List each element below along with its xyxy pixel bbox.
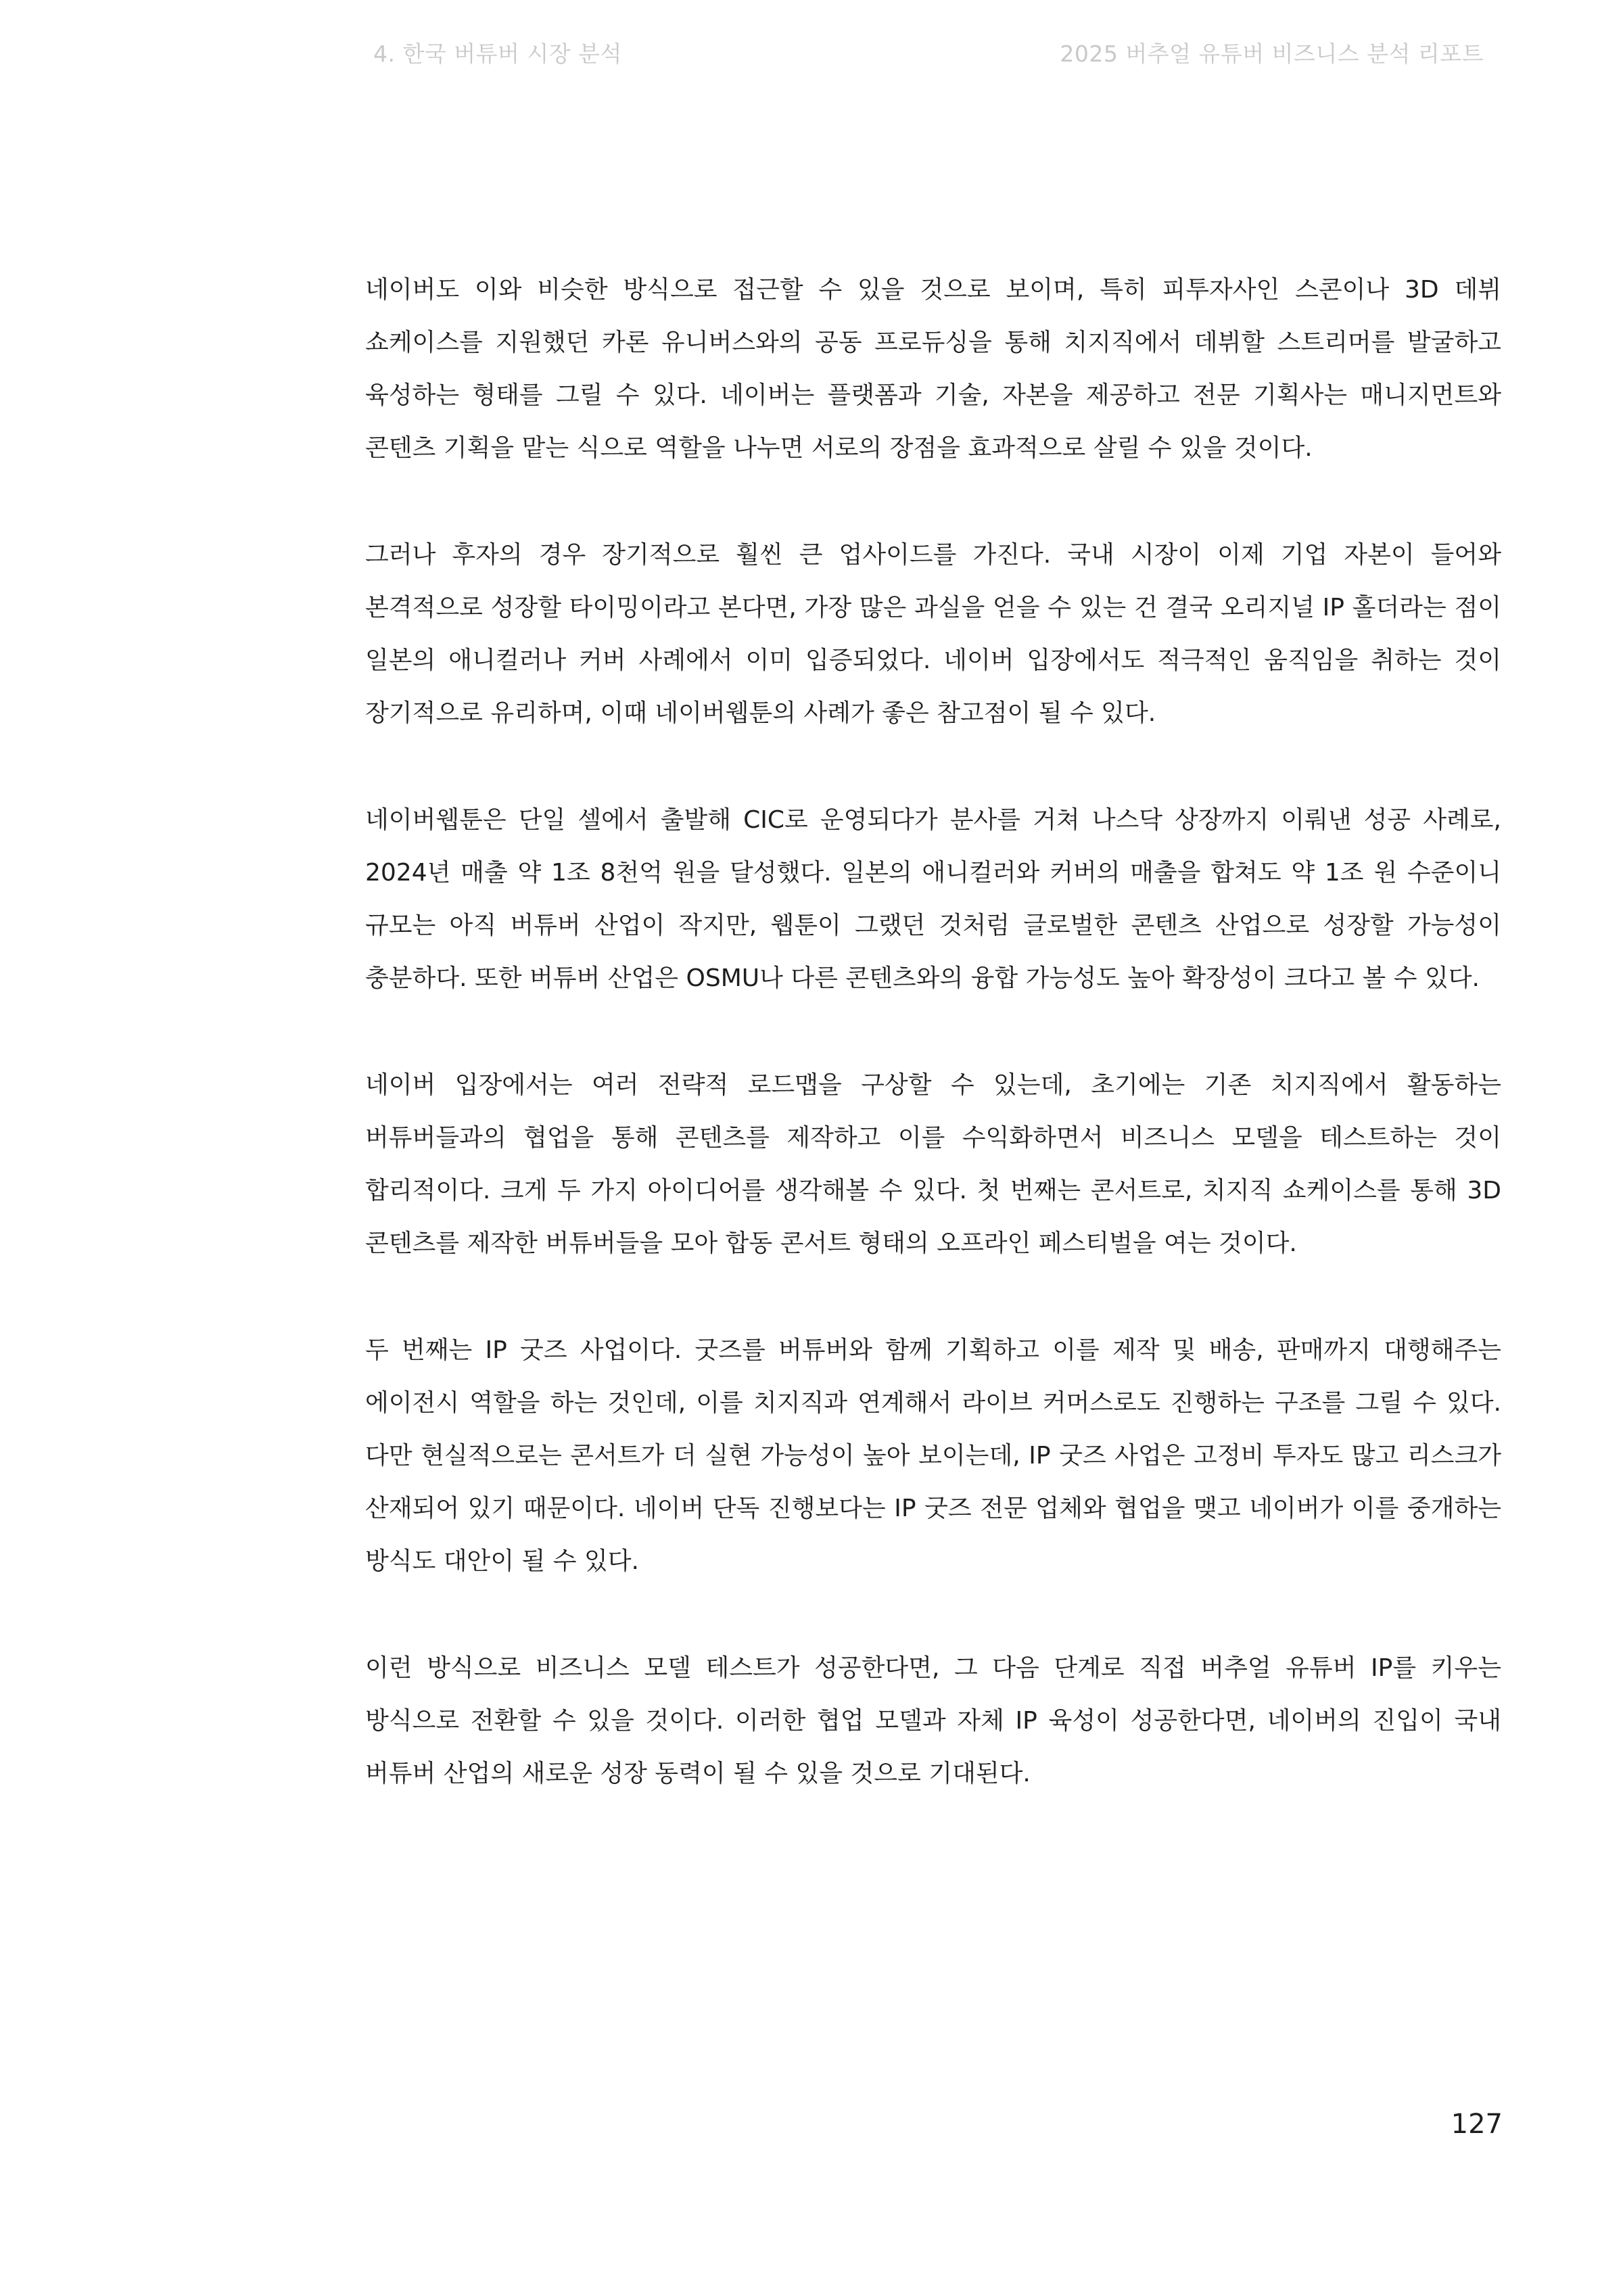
paragraph: 네이버도 이와 비슷한 방식으로 접근할 수 있을 것으로 보이며, 특히 피투자사인 스콘이나 3D 데뷔 쇼케이스를 지원했던 카론 유니버스와의 공동 프로듀싱을 통해 치지직에서 데뷔할 스트리머를 발굴하고 육성하는 형태를 그릴 수 있다. 네이버는 플랫폼과 기술, 자본을 제공하고 전문 기획사는 매니지먼트와 콘텐츠 기획을 맡는 식으로 역할을 나누면 서로의 장점을 효과적으로 살릴 수 있을 것이다. (365, 276, 1501, 462)
paragraph: 그러나 후자의 경우 장기적으로 훨씬 큰 업사이드를 가진다. 국내 시장이 이제 기업 자본이 들어와 본격적으로 성장할 타이밍이라고 본다면, 가장 많은 과실을 얻을 수 있는 건 결국 오리지널 IP 홀더라는 점이 일본의 애니컬러나 커버 사례에서 이미 입증되었다. 네이버 입장에서도 적극적인 움직임을 취하는 것이 장기적으로 유리하며, 이때 네이버웹툰의 사례가 좋은 참고점이 될 수 있다. (365, 541, 1501, 727)
paragraph: 네이버 입장에서는 여러 전략적 로드맵을 구상할 수 있는데, 초기에는 기존 치지직에서 활동하는 버튜버들과의 협업을 통해 콘텐츠를 제작하고 이를 수익화하면서 비즈니스 모델을 테스트하는 것이 합리적이다. 크게 두 가지 아이디어를 생각해볼 수 있다. 첫 번째는 콘서트로, 치지직 쇼케이스를 통해 3D 콘텐츠를 제작한 버튜버들을 모아 합동 콘서트 형태의 오프라인 페스티벌을 여는 것이다. (365, 1071, 1501, 1257)
paragraph: 두 번째는 IP 굿즈 사업이다. 굿즈를 버튜버와 함께 기획하고 이를 제작 및 배송, 판매까지 대행해주는 에이전시 역할을 하는 것인데, 이를 치지직과 연계해서 라이브 커머스로도 진행하는 구조를 그릴 수 있다. 다만 현실적으로는 콘서트가 더 실현 가능성이 높아 보이는데, IP 굿즈 사업은 고정비 투자도 많고 리스크가 산재되어 있기 때문이다. 네이버 단독 진행보다는 IP 굿즈 전문 업체와 협업을 맺고 네이버가 이를 중개하는 방식도 대안이 될 수 있다. (365, 1336, 1501, 1575)
page-number: 127 (1451, 2109, 1503, 2140)
chapter-title: 4. 한국 버튜버 시장 분석 (373, 40, 622, 67)
body-text (365, 264, 1501, 1854)
report-title: 2025 버추얼 유튜버 비즈니스 분석 리포트 (1060, 40, 1484, 67)
paragraph: 이런 방식으로 비즈니스 모델 테스트가 성공한다면, 그 다음 단계로 직접 버추얼 유튜버 IP를 키우는 방식으로 전환할 수 있을 것이다. 이러한 협업 모델과 자체 IP 육성이 성공한다면, 네이버의 진입이 국내 버튜버 산업의 새로운 성장 동력이 될 수 있을 것으로 기대된다. (365, 1654, 1501, 1787)
running-header (373, 35, 1484, 69)
paragraph: 네이버웹툰은 단일 셀에서 출발해 CIC로 운영되다가 분사를 거쳐 나스닥 상장까지 이뤄낸 성공 사례로, 2024년 매출 약 1조 8천억 원을 달성했다. 일본의 애니컬러와 커버의 매출을 합쳐도 약 1조 원 수준이니 규모는 아직 버튜버 산업이 작지만, 웹툰이 그랬던 것처럼 글로벌한 콘텐츠 산업으로 성장할 가능성이 충분하다. 또한 버튜버 산업은 OSMU나 다른 콘텐츠와의 융합 가능성도 높아 확장성이 크다고 볼 수 있다. (365, 806, 1501, 992)
